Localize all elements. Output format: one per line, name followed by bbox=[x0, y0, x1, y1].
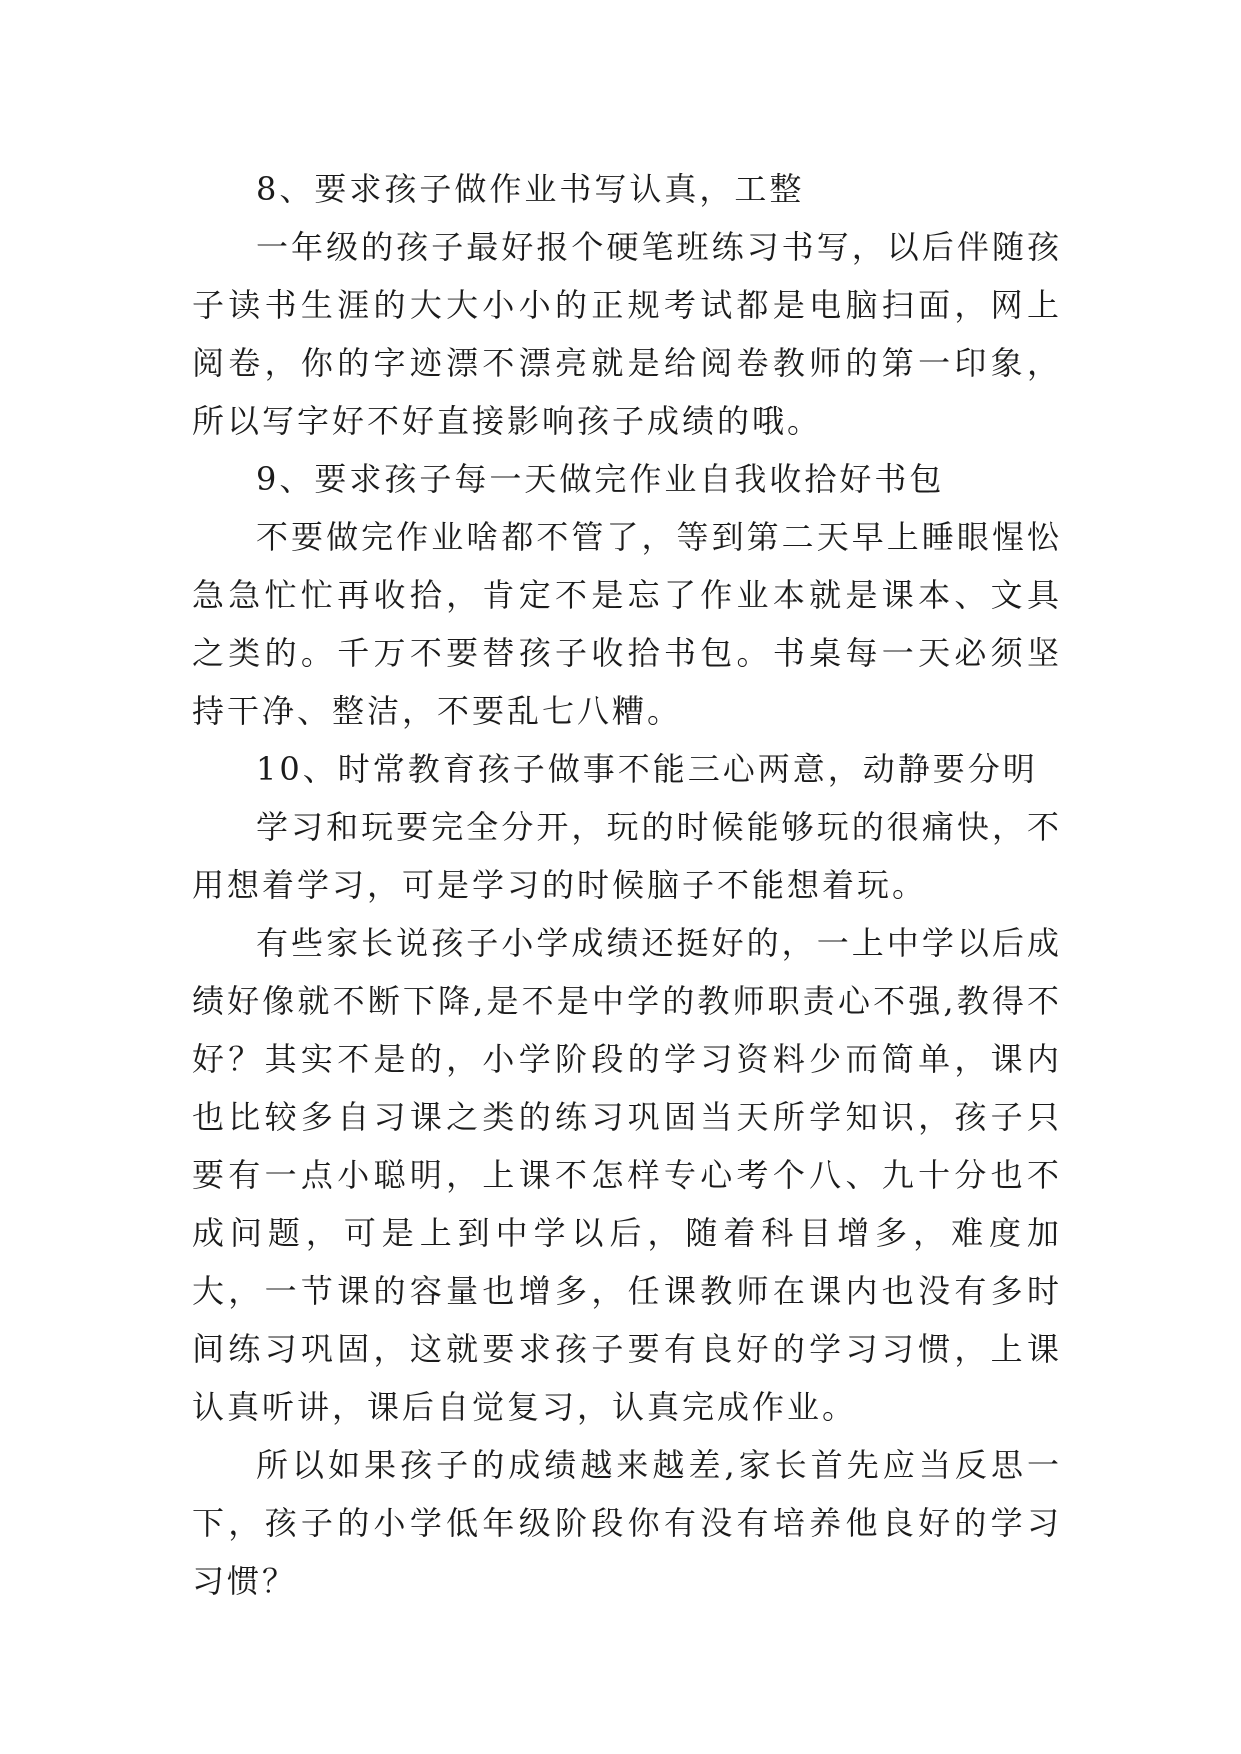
paragraph: 不要做完作业啥都不管了，等到第二天早上睡眼惺忪急急忙忙再收拾，肯定不是忘了作业本就是课本、文具之类的。千万不要替孩子收拾书包。书桌每一天必须坚持干净、整洁，不要乱七八糟。 bbox=[192, 518, 1062, 730]
paragraph: 有些家长说孩子小学成绩还挺好的，一上中学以后成绩好像就不断下降,是不是中学的教师职责心不强,教得不好？其实不是的，小学阶段的学习资料少而简单，课内也比较多自习课之类的练习巩固当天所学知识，孩子只要有一点小聪明，上课不怎样专心考个八、九十分也不成问题，可是上到中学以后，随着科目增多，难度加大，一节课的容量也增多，任课教师在课内也没有多时间练习巩固，这就要求孩子要有良好的学习习惯，上课认真听讲，课后自觉复习，认真完成作业。 bbox=[192, 924, 1062, 1426]
heading-item-10: 10、时常教育孩子做事不能三心两意，动静要分明 bbox=[256, 750, 1038, 788]
paragraph: 所以如果孩子的成绩越来越差,家长首先应当反思一下，孩子的小学低年级阶段你有没有培养他良好的学习习惯？ bbox=[192, 1446, 1062, 1600]
heading-item-9: 9、要求孩子每一天做完作业自我收拾好书包 bbox=[256, 460, 945, 498]
heading-item-8: 8、要求孩子做作业书写认真，工整 bbox=[256, 170, 805, 208]
paragraph: 一年级的孩子最好报个硬笔班练习书写，以后伴随孩子读书生涯的大大小小的正规考试都是电脑扫面，网上阅卷，你的字迹漂不漂亮就是给阅卷教师的第一印象，所以写字好不好直接影响孩子成绩的哦。 bbox=[192, 228, 1062, 440]
paragraph: 学习和玩要完全分开，玩的时候能够玩的很痛快，不用想着学习，可是学习的时候脑子不能想着玩。 bbox=[192, 808, 1062, 904]
document-body bbox=[192, 160, 1062, 1610]
